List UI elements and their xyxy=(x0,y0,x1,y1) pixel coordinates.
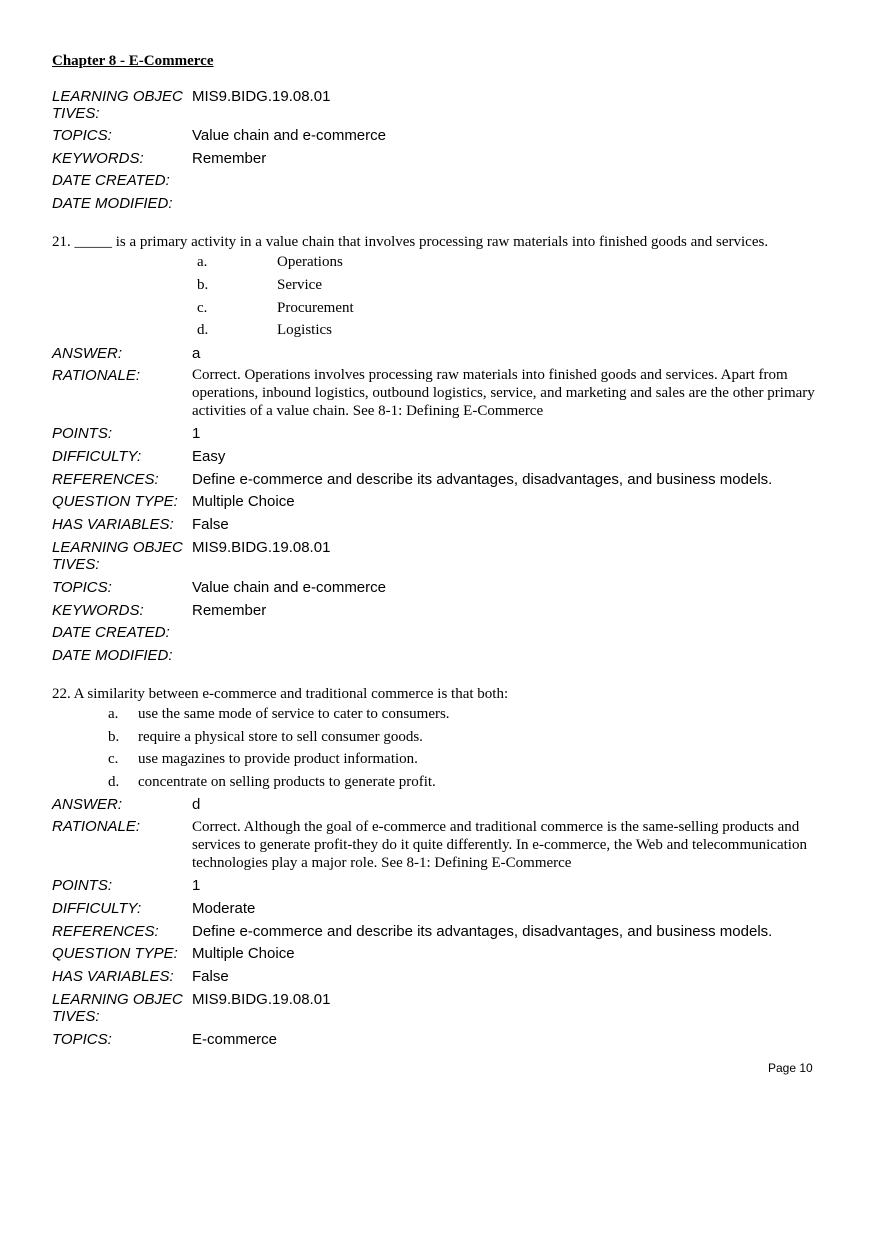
q21-option-text: Logistics xyxy=(277,322,332,338)
q22-option-letter: a. xyxy=(108,706,119,722)
q22-option-letter: b. xyxy=(108,729,120,745)
value-references: Define e-commerce and describe its advantages, disadvantages, and business models. xyxy=(192,923,773,940)
q21-option-text: Service xyxy=(277,277,322,293)
label-date-modified: DATE MODIFIED: xyxy=(52,195,173,212)
value-has-variables: False xyxy=(192,968,229,985)
label-rationale: RATIONALE: xyxy=(52,367,141,384)
q22-option-text: concentrate on selling products to generate profit. xyxy=(138,774,436,790)
label-keywords: KEYWORDS: xyxy=(52,150,144,167)
q22-option-text: use the same mode of service to cater to consumers. xyxy=(138,706,450,722)
label-references: REFERENCES: xyxy=(52,923,159,940)
value-answer: a xyxy=(192,345,201,362)
page-number: Page 10 xyxy=(768,1061,813,1075)
value-learning-objectives: MIS9.BIDG.19.08.01 xyxy=(192,88,331,105)
q22-option-letter: d. xyxy=(108,774,120,790)
label-has-variables: HAS VARIABLES: xyxy=(52,968,174,985)
value-rationale: Correct. Operations involves processing raw materials into finished goods and services. Apart from operations, inbound logistics, outbound logistics, service, and marketing and sales are the other primary activities of a value chain. See 8-1: Defining E-Commerce xyxy=(192,367,815,419)
value-topics: E-commerce xyxy=(192,1031,278,1048)
q21-option-letter: a. xyxy=(197,254,208,270)
value-difficulty: Moderate xyxy=(192,900,256,917)
value-question-type: Multiple Choice xyxy=(192,945,295,962)
q22-option-text: require a physical store to sell consumer goods. xyxy=(138,729,423,745)
question-21-text: 21. _____ is a primary activity in a value chain that involves processing raw materials into finished goods and services. xyxy=(52,234,769,250)
value-points: 1 xyxy=(192,425,201,442)
label-points: POINTS: xyxy=(52,877,113,894)
label-date-modified: DATE MODIFIED: xyxy=(52,647,173,664)
q21-option-text: Operations xyxy=(277,254,343,270)
value-keywords: Remember xyxy=(192,602,267,619)
label-question-type: QUESTION TYPE: xyxy=(52,945,178,962)
value-answer: d xyxy=(192,796,201,813)
value-question-type: Multiple Choice xyxy=(192,493,295,510)
label-rationale: RATIONALE: xyxy=(52,818,141,835)
value-rationale: Correct. Although the goal of e-commerce and traditional commerce is the same-selling products and services to generate profit-they do it quite differently. In e-commerce, the Web and telecommunication technologies play a major role. See 8-1: Defining E-Commerce xyxy=(192,819,807,871)
label-keywords: KEYWORDS: xyxy=(52,602,144,619)
label-date-created: DATE CREATED: xyxy=(52,624,170,641)
label-topics: TOPICS: xyxy=(52,579,112,596)
label-difficulty: DIFFICULTY: xyxy=(52,900,142,917)
label-difficulty: DIFFICULTY: xyxy=(52,448,142,465)
q22-option-text: use magazines to provide product information. xyxy=(138,751,418,767)
value-learning-objectives: MIS9.BIDG.19.08.01 xyxy=(192,991,331,1008)
label-date-created: DATE CREATED: xyxy=(52,172,170,189)
label-question-type: QUESTION TYPE: xyxy=(52,493,178,510)
label-topics: TOPICS: xyxy=(52,1031,112,1048)
label-references: REFERENCES: xyxy=(52,471,159,488)
value-has-variables: False xyxy=(192,516,229,533)
value-learning-objectives: MIS9.BIDG.19.08.01 xyxy=(192,539,331,556)
label-learning-objectives: LEARNING OBJECTIVES: xyxy=(52,539,183,573)
label-has-variables: HAS VARIABLES: xyxy=(52,516,174,533)
label-points: POINTS: xyxy=(52,425,113,442)
label-answer: ANSWER: xyxy=(52,796,123,813)
label-learning-objectives: LEARNING OBJECTIVES: xyxy=(52,991,183,1025)
q21-option-text: Procurement xyxy=(277,300,354,316)
question-22-text: 22. A similarity between e-commerce and traditional commerce is that both: xyxy=(52,686,509,702)
value-references: Define e-commerce and describe its advantages, disadvantages, and business models. xyxy=(192,471,773,488)
q21-option-letter: c. xyxy=(197,300,208,316)
value-points: 1 xyxy=(192,877,201,894)
value-keywords: Remember xyxy=(192,150,267,167)
q21-option-letter: d. xyxy=(197,322,209,338)
value-topics: Value chain and e-commerce xyxy=(192,579,386,596)
q21-option-letter: b. xyxy=(197,277,209,293)
label-topics: TOPICS: xyxy=(52,127,112,144)
chapter-title: Chapter 8 - E-Commerce xyxy=(52,53,214,69)
label-answer: ANSWER: xyxy=(52,345,123,362)
q22-option-letter: c. xyxy=(108,751,119,767)
label-learning-objectives: LEARNING OBJECTIVES: xyxy=(52,88,183,122)
value-difficulty: Easy xyxy=(192,448,226,465)
value-topics: Value chain and e-commerce xyxy=(192,127,386,144)
